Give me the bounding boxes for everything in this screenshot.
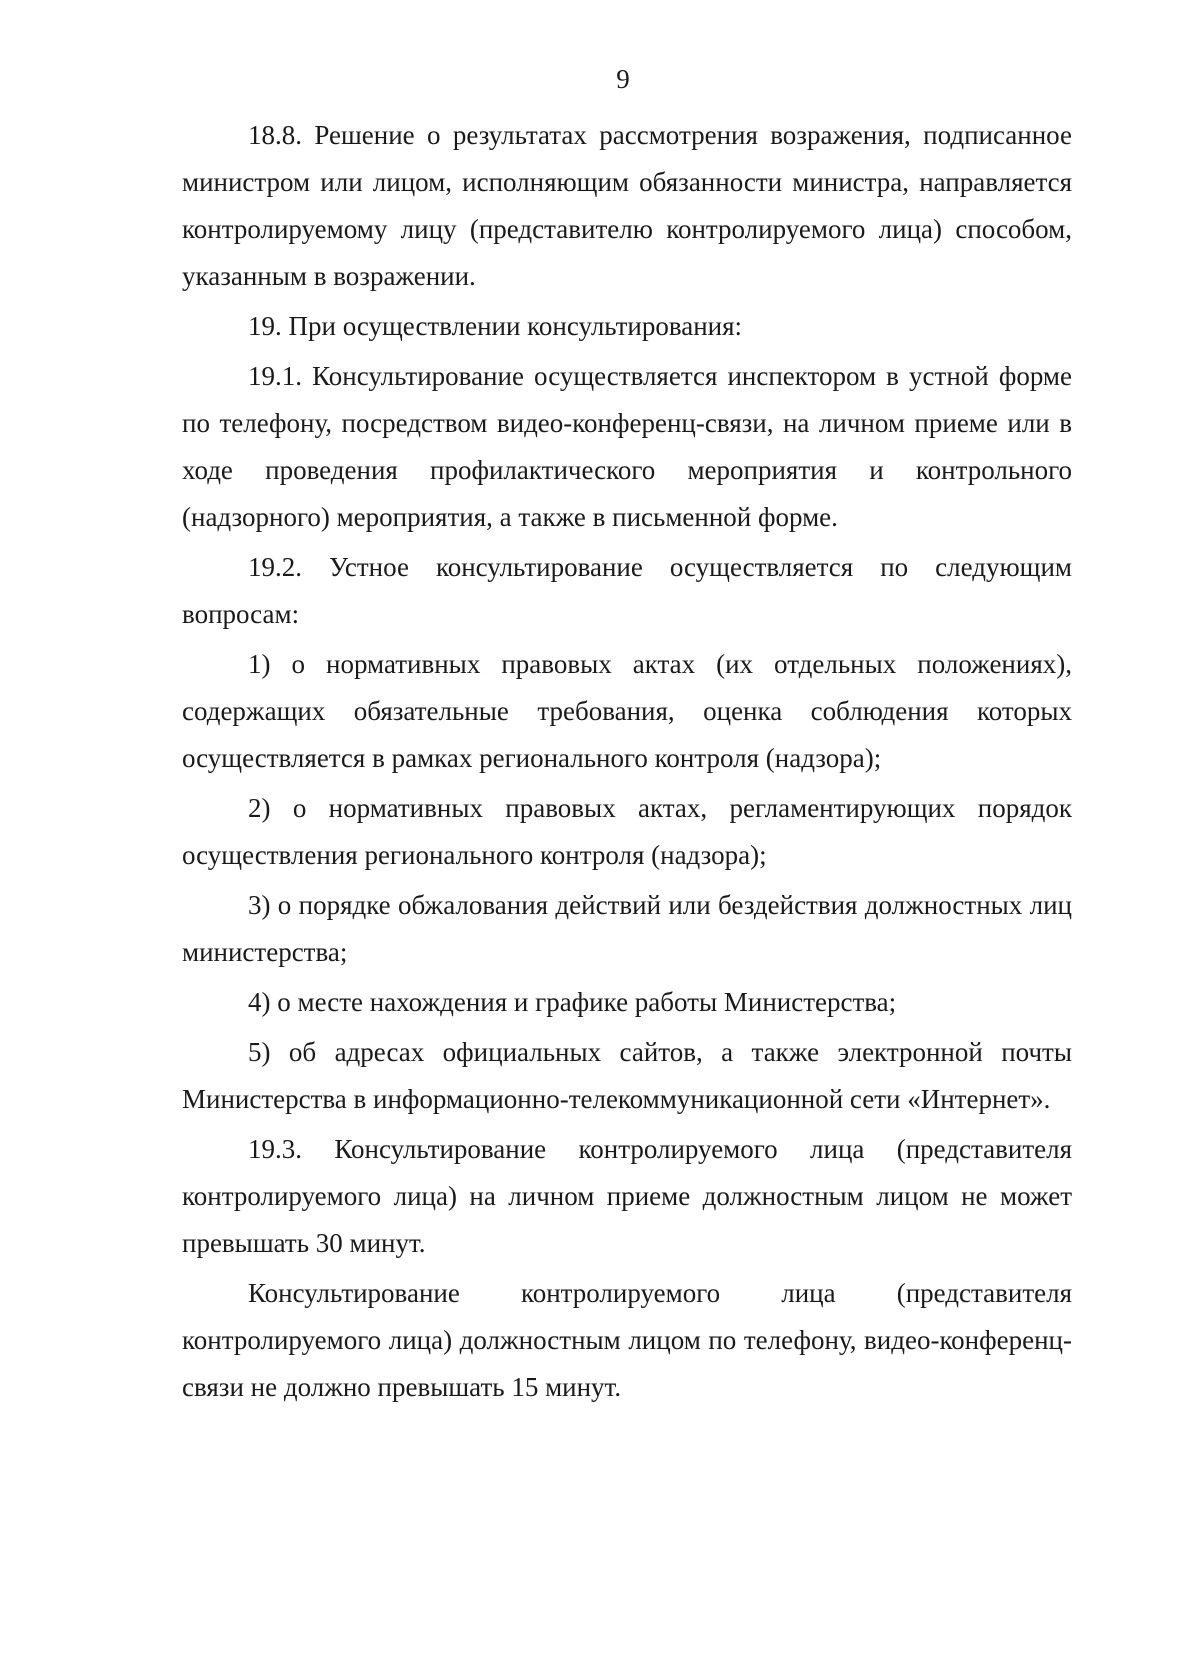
- paragraph-19-3-continued: Консультирование контролируемого лица (представителя контролируемого лица) должностным лицом по телефону, видео-конференц-связи не должно превышать 15 минут.: [182, 1278, 1072, 1402]
- paragraph-19-1: 19.1. Консультирование осуществляется инспектором в устной форме по телефону, посредством видео-конференц-связи, на личном приеме или в ходе проведения профилактического мероприятия и контрольного (надзорного) мероприятия, а также в письменной форме.: [182, 361, 1072, 532]
- list-item-5: 5) об адресах официальных сайтов, а также электронной почты Министерства в информационно-телекоммуникационной сети «Интернет».: [182, 1037, 1072, 1114]
- paragraph-18-8: 18.8. Решение о результатах рассмотрения возражения, подписанное министром или лицом, исполняющим обязанности министра, направляется контролируемому лицу (представителю контролируемого лица) способом, указанным в возражении.: [182, 120, 1072, 291]
- list-item-2: 2) о нормативных правовых актах, регламентирующих порядок осуществления регионального контроля (надзора);: [182, 793, 1072, 870]
- page-number: 9: [616, 64, 630, 94]
- list-item-4: 4) о месте нахождения и графике работы Министерства;: [248, 987, 897, 1017]
- document-body: [182, 112, 1072, 1411]
- paragraph-19-3: 19.3. Консультирование контролируемого лица (представителя контролируемого лица) на личном приеме должностным лицом не может превышать 30 минут.: [182, 1134, 1072, 1258]
- list-item-3: 3) о порядке обжалования действий или бездействия должностных лиц министерства;: [182, 890, 1072, 967]
- list-item-1: 1) о нормативных правовых актах (их отдельных положениях), содержащих обязательные требования, оценка соблюдения которых осуществляется в рамках регионального контроля (надзора);: [182, 649, 1072, 773]
- paragraph-19: 19. При осуществлении консультирования:: [248, 311, 743, 341]
- paragraph-19-2: 19.2. Устное консультирование осуществляется по следующим вопросам:: [182, 552, 1072, 629]
